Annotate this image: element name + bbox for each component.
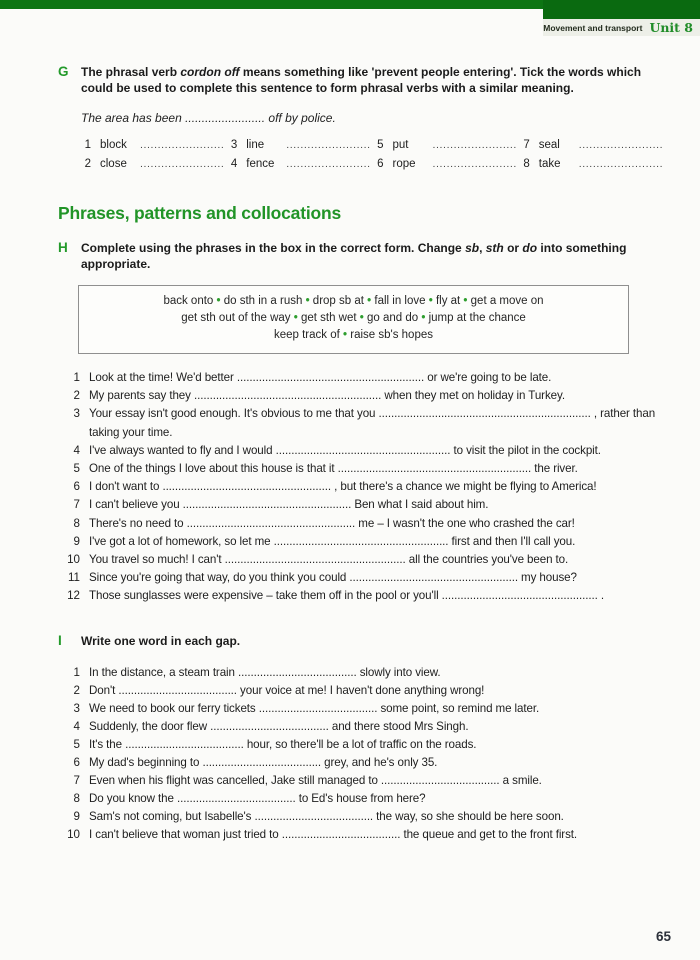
exercise-g-instructions: The phrasal verb cordon off means something like 'prevent people entering'. Tick the words which could be used to complete this sentence to form phrasal verbs with a similar meaning. <box>81 65 642 95</box>
item-sentence: One of the things I love about this house is that it .............................................................. the river. <box>89 462 578 476</box>
exercise-g-example-sentence: The area has been ........................ off by police. <box>81 111 336 125</box>
item-sentence: I've always wanted to fly and I would ........................................................ to visit the pilot in the cockpit. <box>89 443 601 457</box>
answer-blank[interactable]: ........................ <box>286 139 371 151</box>
answer-blank[interactable]: ........................ <box>140 139 225 151</box>
word-label: take <box>538 158 561 170</box>
exercise-g-header <box>58 64 666 96</box>
item-sentence: My dad's beginning to ...................................... grey, and he's only 35. <box>89 755 438 769</box>
answer-blank[interactable]: ........................ <box>432 139 517 151</box>
item-sentence: I can't believe that woman just tried to ...................................... the queue and get to the front first. <box>89 827 578 841</box>
page-header <box>543 19 700 36</box>
exercise-i-header <box>58 633 666 649</box>
exercise-h-item <box>58 442 666 460</box>
word-number: 4 <box>230 158 238 170</box>
answer-blank[interactable]: ........................ <box>140 158 225 170</box>
word-number: 2 <box>84 158 91 170</box>
exercise-h-item <box>58 478 666 496</box>
word-label: put <box>392 139 409 151</box>
page-number: 65 <box>655 929 671 944</box>
item-sentence: It's the ...................................... hour, so there'll be a lot of traffic on the roads. <box>89 737 477 751</box>
word-label: rope <box>392 158 416 170</box>
word-option <box>81 158 227 177</box>
exercise-i-item <box>58 664 666 682</box>
item-sentence: Since you're going that way, do you think you could ...................................................... my house? <box>89 571 577 585</box>
phrase-box <box>78 285 629 354</box>
exercise-i-items <box>58 664 666 844</box>
word-number: 8 <box>523 158 530 170</box>
exercise-i-letter: I <box>58 632 62 648</box>
item-sentence: I can't believe you ...................................................... Ben what I said about him. <box>89 498 489 512</box>
exercise-h-item <box>58 460 666 478</box>
item-number: 3 <box>73 407 80 421</box>
item-number: 8 <box>73 516 80 530</box>
word-option <box>81 139 227 158</box>
word-option <box>520 158 666 177</box>
exercise-i-item <box>58 718 666 736</box>
exercise-i-item <box>58 700 666 718</box>
item-sentence: Your essay isn't good enough. It's obvious to me that you .................................................................... , rather than taking your time. <box>89 407 656 439</box>
item-sentence: Look at the time! We'd better ............................................................ or we're going to be late. <box>89 371 552 384</box>
item-number: 10 <box>67 827 80 841</box>
item-number: 3 <box>73 701 80 715</box>
word-number: 3 <box>230 139 238 151</box>
word-number: 6 <box>377 158 384 170</box>
item-number: 7 <box>73 773 80 787</box>
word-option <box>227 158 373 177</box>
item-number: 2 <box>73 683 80 697</box>
item-number: 11 <box>67 571 80 585</box>
item-number: 5 <box>73 737 80 751</box>
exercise-i-item <box>58 790 666 808</box>
item-number: 4 <box>73 443 80 457</box>
item-number: 1 <box>73 371 80 384</box>
exercise-h-instructions: Complete using the phrases in the box in the correct form. Change sb, sth or do into something appropriate. <box>81 241 627 271</box>
answer-blank[interactable]: ........................ <box>432 158 517 170</box>
exercise-h-items <box>58 369 666 606</box>
item-number: 4 <box>73 719 80 733</box>
item-sentence: Do you know the ...................................... to Ed's house from here? <box>89 791 426 805</box>
item-sentence: Even when his flight was cancelled, Jake still managed to ...................................... a smile. <box>89 773 542 787</box>
item-number: 6 <box>73 755 80 769</box>
exercise-h-item <box>58 387 666 405</box>
word-label: block <box>100 139 127 151</box>
exercise-h-item <box>58 405 666 441</box>
phrase-box-line: back onto • do sth in a rush • drop sb at • fall in love • fly at • get a move on <box>163 295 544 307</box>
word-number: 5 <box>377 139 384 151</box>
answer-blank[interactable]: ........................ <box>578 158 664 170</box>
item-sentence: My parents say they ............................................................ when they met on holiday in Turkey. <box>89 389 565 403</box>
item-number: 5 <box>73 462 80 476</box>
exercise-h-item <box>58 551 666 569</box>
word-option <box>520 139 666 158</box>
item-sentence: You travel so much! I can't .......................................................... all the countries you've been to. <box>89 553 569 567</box>
word-number: 7 <box>523 139 530 151</box>
word-label: close <box>100 158 127 170</box>
exercise-i-instructions: Write one word in each gap. <box>81 633 241 648</box>
section-heading: Phrases, patterns and collocations <box>58 203 342 223</box>
answer-blank[interactable]: ........................ <box>578 139 664 151</box>
exercise-i-item <box>58 772 666 790</box>
exercise-h-item <box>58 515 666 533</box>
word-option <box>374 139 520 158</box>
unit-tab <box>543 0 700 19</box>
item-number: 6 <box>73 480 80 494</box>
exercise-h-item <box>58 587 666 605</box>
word-label: fence <box>246 158 275 170</box>
item-sentence: We need to book our ferry tickets ...................................... some point, so remind me later. <box>89 701 540 715</box>
answer-blank[interactable]: ........................ <box>286 158 371 170</box>
exercise-i-item <box>58 736 666 754</box>
item-sentence: There's no need to ...................................................... me – I wasn't the one who crashed the car! <box>89 516 575 530</box>
exercise-h-letter: H <box>58 240 68 255</box>
item-number: 9 <box>73 809 80 823</box>
exercise-h-item <box>58 369 666 387</box>
item-sentence: In the distance, a steam train ...................................... slowly into view. <box>89 665 441 679</box>
item-sentence: Don't ...................................... your voice at me! I haven't done anything wrong! <box>89 683 485 697</box>
exercise-h-item <box>58 569 666 587</box>
word-number: 1 <box>84 139 91 151</box>
exercise-g-word-list <box>81 139 666 177</box>
phrase-box-line: keep track of • raise sb's hopes <box>273 329 433 341</box>
item-number: 8 <box>73 791 80 805</box>
exercise-i-item <box>58 754 666 772</box>
page-content <box>58 64 666 844</box>
phrase-box-line: get sth out of the way • get sth wet • go and do • jump at the chance <box>181 312 526 324</box>
exercise-h-header <box>58 240 666 272</box>
item-sentence: I've got a lot of homework, so let me ........................................................ first and then I'll call you. <box>89 534 576 548</box>
item-number: 7 <box>73 498 80 512</box>
item-number: 10 <box>67 553 80 567</box>
section-label: Movement and transport <box>543 22 643 33</box>
item-number: 2 <box>73 389 80 403</box>
word-label: line <box>246 139 265 151</box>
exercise-i-item <box>58 682 666 700</box>
item-number: 12 <box>67 589 80 603</box>
item-number: 9 <box>73 534 80 548</box>
exercise-g-letter: G <box>58 64 69 79</box>
word-option <box>374 158 520 177</box>
word-label: seal <box>538 139 560 151</box>
exercise-i-item <box>58 826 666 844</box>
item-sentence: Suddenly, the door flew ...................................... and there stood Mrs Singh. <box>89 719 469 733</box>
item-sentence: Sam's not coming, but Isabelle's ...................................... the way, so she should be here soon. <box>89 809 564 823</box>
exercise-h-item <box>58 533 666 551</box>
exercise-i-item <box>58 808 666 826</box>
item-sentence: Those sunglasses were expensive – take them off in the pool or you'll .................................................. . <box>89 589 604 603</box>
item-sentence: I don't want to ...................................................... , but there's a chance we might be flying to America! <box>89 480 597 494</box>
exercise-h-item <box>58 496 666 514</box>
word-option <box>227 139 373 158</box>
unit-label: Unit 8 <box>649 20 693 35</box>
item-number: 1 <box>73 665 80 679</box>
